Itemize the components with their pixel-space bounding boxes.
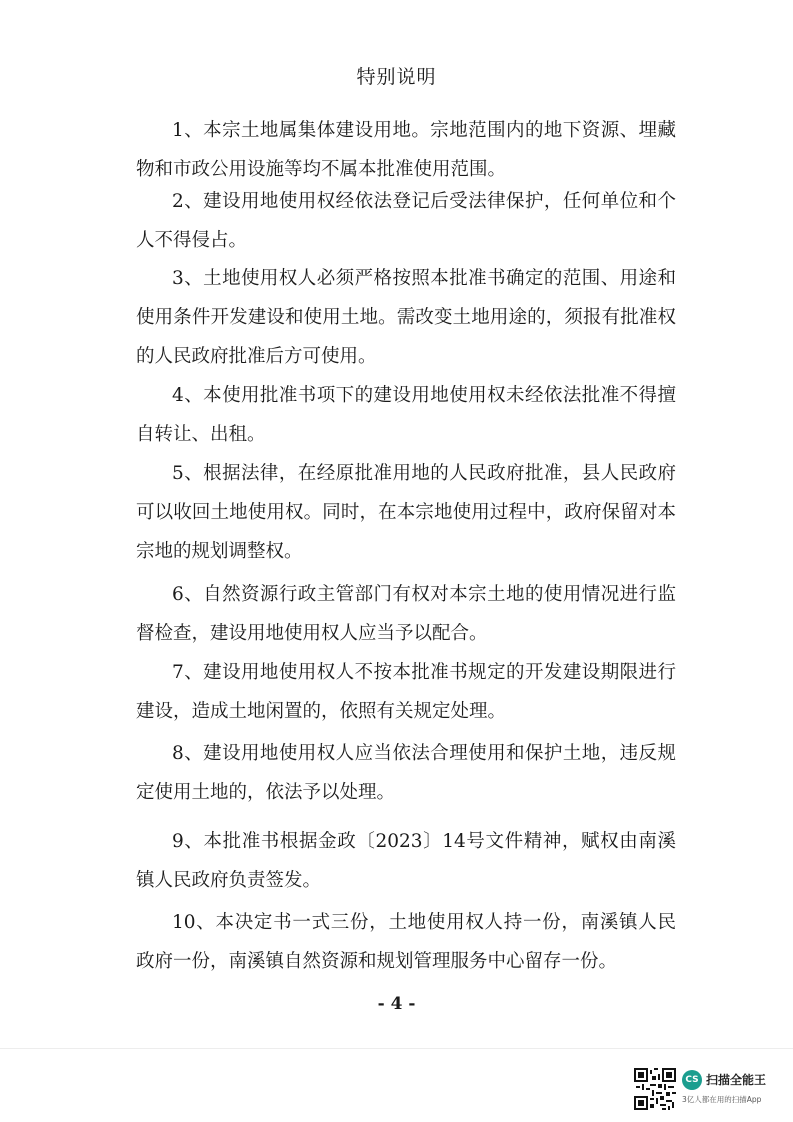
camscanner-logo: CS xyxy=(682,1070,702,1090)
clause-3: 3、土地使用权人必须严格按照本批准书确定的范围、用途和使用条件开发建设和使用土地。需改变土地用途的，须报有批准权的人民政府批准后方可使用。 xyxy=(136,268,676,367)
clause-4: 4、本使用批准书项下的建设用地使用权未经依法批准不得擅自转让、出租。 xyxy=(136,385,676,445)
document-title: 特别说明 xyxy=(356,66,437,88)
clause-7: 7、建设用地使用权人不按本批准书规定的开发建设期限进行建设，造成土地闲置的，依照有关规定处理。 xyxy=(136,662,676,722)
clause-2: 2、建设用地使用权经依法登记后受法律保护，任何单位和个人不得侵占。 xyxy=(136,191,676,251)
watermark-app-name: 扫描全能王 xyxy=(706,1073,767,1087)
qr-code-icon xyxy=(634,1068,676,1110)
page-number: - 4 - xyxy=(377,994,416,1014)
clause-8: 8、建设用地使用权人应当依法合理使用和保护土地，违反规定使用土地的，依法予以处理。 xyxy=(136,743,676,803)
clause-5: 5、根据法律，在经原批准用地的人民政府批准，县人民政府可以收回土地使用权。同时，在本宗地使用过程中，政府保留对本宗地的规划调整权。 xyxy=(136,463,676,562)
clause-9: 9、本批准书根据金政〔2023〕14号文件精神，赋权由南溪镇人民政府负责签发。 xyxy=(136,831,676,891)
clause-6: 6、自然资源行政主管部门有权对本宗土地的使用情况进行监督检查，建设用地使用权人应当予以配合。 xyxy=(136,584,676,644)
clause-10: 10、本决定书一式三份，土地使用权人持一份，南溪镇人民政府一份，南溪镇自然资源和规划管理服务中心留存一份。 xyxy=(136,912,676,972)
scan-divider xyxy=(0,1048,793,1049)
watermark-tagline: 3亿人都在用的扫描App xyxy=(682,1095,762,1104)
scanner-watermark xyxy=(624,1066,784,1112)
clause-1: 1、本宗土地属集体建设用地。宗地范围内的地下资源、埋藏物和市政公用设施等均不属本批准使用范围。 xyxy=(136,120,676,180)
